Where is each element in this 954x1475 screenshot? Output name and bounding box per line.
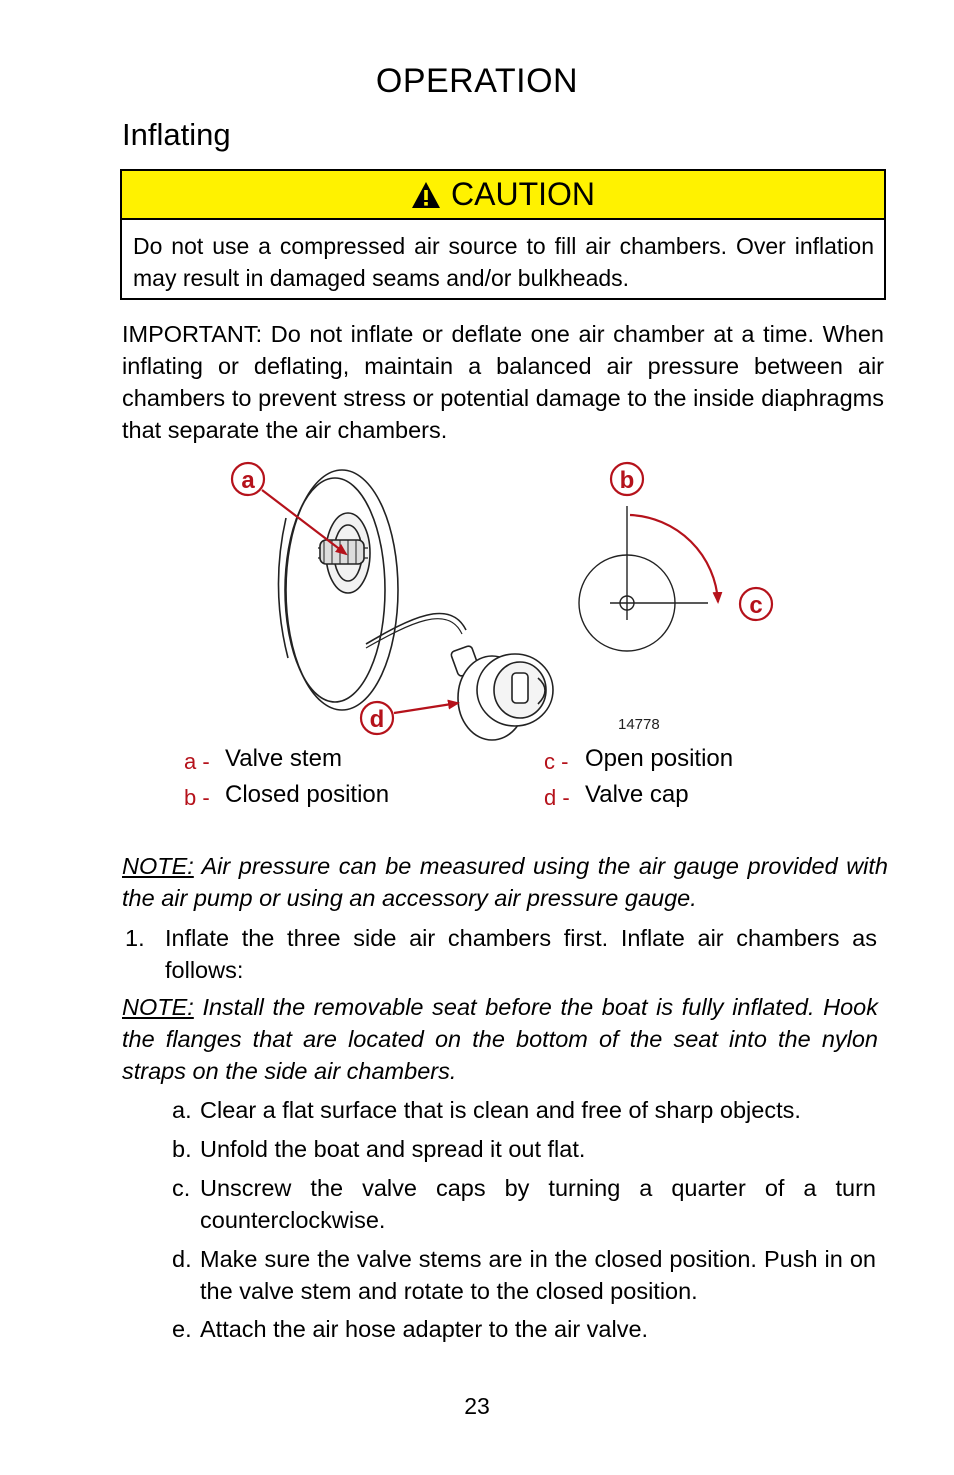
- valve-cap: [450, 645, 553, 740]
- figure-number: 14778: [618, 716, 660, 733]
- note-label: NOTE:: [122, 853, 194, 879]
- step-1: [125, 922, 877, 986]
- callout-b: [611, 463, 643, 495]
- note-text: Install the removable seat before the boat is fully inflated. Hook the flanges that are located on the bottom of the seat into the nylon straps on the side air chambers.: [122, 994, 878, 1084]
- substep-c: [172, 1172, 876, 1236]
- caution-text: Do not use a compressed air source to fill air chambers. Over inflation may result in damaged seams and/or bulkheads.: [133, 233, 874, 291]
- section-title: OPERATION: [375, 62, 579, 100]
- legend-value-c: Open position: [585, 745, 734, 772]
- substep-text: Make sure the valve stems are in the closed position. Push in on the valve stem and rotate to the closed position.: [200, 1246, 876, 1304]
- substep-e: [172, 1313, 876, 1345]
- substep-letter: c.: [172, 1175, 191, 1201]
- valve-body: [278, 470, 398, 710]
- substep-letter: a.: [172, 1097, 192, 1123]
- step-text: Inflate the three side air chambers first. Inflate air chambers as follows:: [165, 925, 877, 983]
- caution-header: [122, 171, 884, 220]
- substep-text: Clear a flat surface that is clean and free of sharp objects.: [200, 1097, 801, 1123]
- svg-text:a: a: [241, 467, 255, 494]
- note-air-pressure: [122, 850, 888, 914]
- page-subheading: Inflating: [122, 117, 231, 152]
- callout-a: [232, 463, 264, 495]
- caution-box: [120, 169, 886, 300]
- legend-key-d: d -: [544, 785, 570, 810]
- caution-label: CAUTION: [451, 176, 595, 212]
- callout-d: [361, 702, 393, 734]
- important-paragraph: IMPORTANT: Do not inflate or deflate one air chamber at a time. When inflating or deflating, maintain a balanced air pressure between air chambers to prevent stress or potential damage to the inside diaphragms that separate the air chambers.: [122, 321, 884, 443]
- substep-a: [172, 1094, 876, 1126]
- note-text: Air pressure can be measured using the air gauge provided with the air pump or using an accessory air pressure gauge.: [122, 853, 888, 911]
- warning-triangle-icon: [411, 181, 441, 209]
- substep-d: [172, 1243, 876, 1307]
- substep-text: Attach the air hose adapter to the air valve.: [200, 1316, 649, 1342]
- callout-c: [740, 588, 772, 620]
- legend-value-d: Valve cap: [585, 781, 689, 808]
- substep-letter: d.: [172, 1246, 192, 1272]
- legend-key-b: b -: [184, 785, 210, 810]
- legend-key-c: c -: [544, 749, 569, 774]
- substep-b: [172, 1133, 876, 1165]
- page-number: 23: [464, 1393, 490, 1419]
- legend-value-b: Closed position: [225, 781, 390, 808]
- svg-text:c: c: [749, 592, 763, 619]
- svg-text:d: d: [369, 706, 385, 733]
- substep-text: Unfold the boat and spread it out flat.: [200, 1136, 586, 1162]
- legend-value-a: Valve stem: [225, 745, 342, 772]
- substep-letter: e.: [172, 1316, 192, 1342]
- position-diagram: [579, 506, 708, 651]
- legend-key-a: a -: [184, 749, 210, 774]
- substep-letter: b.: [172, 1136, 192, 1162]
- note-seat: [122, 991, 878, 1087]
- substep-text: Unscrew the valve caps by turning a quarter of a turn counterclockwise.: [200, 1175, 876, 1233]
- note-label: NOTE:: [122, 994, 194, 1020]
- step-number: 1.: [125, 925, 145, 951]
- svg-text:b: b: [619, 467, 635, 494]
- callout-arrow-d: [394, 703, 458, 713]
- valve-figure: [120, 458, 834, 748]
- substep-list: [172, 1094, 876, 1354]
- figure-legend: [184, 745, 784, 825]
